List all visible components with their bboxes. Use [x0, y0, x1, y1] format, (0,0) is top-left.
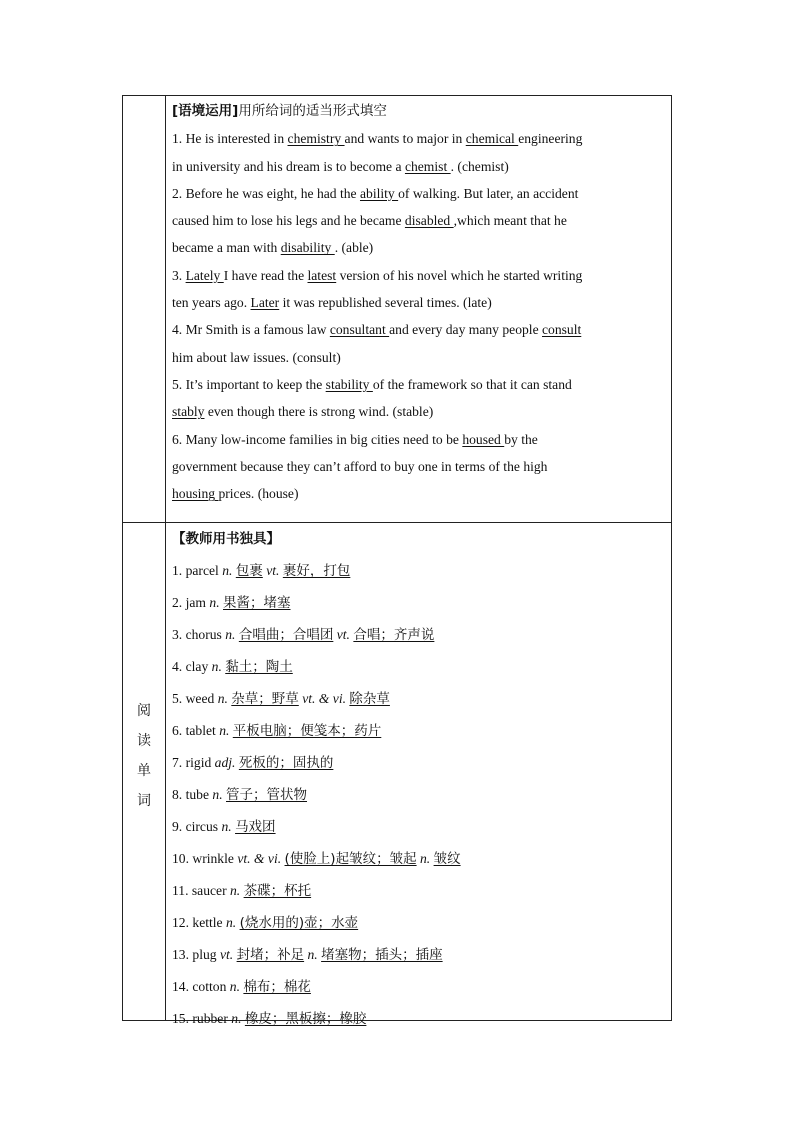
exercise-line [172, 180, 665, 207]
context-exercise-cell [172, 98, 665, 507]
side-label-char: 阅 [137, 703, 151, 719]
vocabulary-entry [172, 939, 665, 971]
vocabulary-word: 7. rigid [172, 755, 215, 770]
answer-blank: housed [462, 431, 505, 447]
definition: 合唱；齐声说 [353, 627, 435, 643]
vocabulary-word: 2. jam [172, 595, 210, 610]
answer-blank: consultant [329, 322, 390, 338]
exercise-heading-bracket: [语境运用] [172, 103, 239, 119]
exercise-text: became a man with [172, 240, 281, 256]
part-of-speech: n. [231, 1011, 242, 1026]
answer-blank: chemist [404, 158, 451, 174]
exercise-text: caused him to lose his legs and he became [172, 213, 405, 229]
definition: (烧水用的)壶；水壶 [239, 915, 359, 931]
exercise-text: in university and his dream is to become a [172, 158, 405, 174]
definition: 黏土；陶土 [225, 659, 293, 675]
answer-blank: disability [280, 240, 335, 256]
definition: 杂草；野草 [231, 691, 299, 707]
exercise-heading [172, 98, 665, 125]
answer-blank: disabled [404, 213, 454, 229]
vocabulary-entry [172, 907, 665, 939]
part-of-speech: n. [221, 819, 232, 834]
vocabulary-entry [172, 683, 665, 715]
part-of-speech: n. [209, 595, 220, 610]
vocabulary-entry [172, 619, 665, 651]
definition: 茶碟；杯托 [243, 883, 312, 899]
exercise-text: of the framework so that it can stand [372, 376, 572, 392]
part-of-speech: n. [222, 563, 233, 578]
vocabulary-word: 15. rubber [172, 1011, 232, 1026]
answer-blank: Lately [185, 267, 224, 283]
vocabulary-list [172, 555, 665, 1035]
vocabulary-word: 11. saucer [172, 883, 230, 898]
answer-blank: chemistry [287, 131, 345, 147]
exercise-text: and every day many people [389, 322, 542, 338]
vocabulary-word: 13. plug [172, 947, 220, 962]
exercise-line [172, 262, 665, 289]
vocabulary-word: 10. wrinkle [172, 851, 238, 866]
definition: 除杂草 [349, 691, 390, 707]
side-label-char: 词 [137, 793, 151, 809]
part-of-speech: vt. & vi. [302, 691, 346, 706]
definition: 橡皮；黑板擦；橡胶 [244, 1011, 367, 1027]
exercise-text: version of his novel which he started writing [336, 267, 583, 283]
vocabulary-entry [172, 1003, 665, 1035]
vocabulary-word: 6. tablet [172, 723, 220, 738]
exercise-line [172, 453, 665, 480]
side-label-char: 读 [137, 733, 151, 749]
exercise-line [172, 344, 665, 371]
part-of-speech: n. [419, 851, 431, 866]
exercise-line [172, 234, 665, 261]
exercise-text: him about law issues. (consult) [172, 349, 341, 365]
column-divider [165, 96, 166, 1020]
definition: 平板电脑；便笺本；药片 [232, 723, 382, 739]
part-of-speech: n. [225, 627, 236, 642]
part-of-speech: n. [230, 883, 241, 898]
vocabulary-entry [172, 651, 665, 683]
definition: 果酱；堵塞 [223, 595, 291, 611]
vocabulary-entry [172, 715, 665, 747]
exercise-line [172, 371, 665, 398]
exercise-line [172, 316, 665, 343]
part-of-speech: n. [219, 723, 230, 738]
exercise-heading-text: 用所给词的适当形式填空 [238, 103, 387, 119]
answer-blank: housing [172, 486, 219, 502]
exercise-text: of walking. But later, an accident [398, 185, 579, 201]
vocabulary-entry [172, 843, 665, 875]
definition: 管子；管状物 [226, 787, 308, 803]
answer-blank: latest [307, 267, 337, 283]
answer-blank: stability [325, 376, 373, 392]
part-of-speech: vt. [336, 627, 350, 642]
answer-blank: ability [359, 185, 399, 201]
vocabulary-word: 8. tube [172, 787, 213, 802]
definition: 合唱曲；合唱团 [238, 627, 334, 643]
exercise-text: 5. It’s important to keep the [172, 376, 326, 392]
part-of-speech: n. [217, 691, 228, 706]
exercise-text: and wants to major in [344, 131, 466, 147]
definition: 封堵；补足 [236, 947, 305, 963]
answer-blank: consult [542, 322, 582, 338]
exercise-line [172, 426, 665, 453]
exercise-text: engineering [518, 131, 583, 147]
vocabulary-entry [172, 875, 665, 907]
answer-blank: Later [250, 295, 280, 311]
part-of-speech: n. [212, 787, 223, 802]
definition: 裹好，打包 [282, 563, 351, 579]
exercise-text: even though there is strong wind. (stable) [204, 404, 434, 420]
exercise-text: prices. (house) [218, 486, 299, 502]
definition: 马戏团 [235, 819, 276, 835]
exercise-list [172, 125, 665, 507]
exercise-text: . (able) [334, 240, 374, 256]
exercise-line [172, 125, 665, 152]
exercise-text: 6. Many low-income families in big cities need to be [172, 431, 463, 447]
exercise-text: 4. Mr Smith is a famous law [172, 322, 330, 338]
vocabulary-word: 9. circus [172, 819, 222, 834]
part-of-speech: vt. [266, 563, 280, 578]
exercise-text: . (chemist) [450, 158, 509, 174]
part-of-speech: n. [225, 915, 237, 930]
part-of-speech: vt. [219, 947, 234, 962]
vocabulary-word: 5. weed [172, 691, 218, 706]
vocabulary-word: 4. clay [172, 659, 212, 674]
vocabulary-word: 14. cotton [172, 979, 230, 994]
definition: 死板的；固执的 [238, 755, 334, 771]
row-divider [123, 522, 671, 523]
vocabulary-entry [172, 779, 665, 811]
definition: 皱纹 [433, 851, 461, 867]
exercise-line [172, 289, 665, 316]
exercise-text: ten years ago. [172, 295, 251, 311]
exercise-text: government because they can’t afford to buy one in terms of the high [172, 458, 548, 474]
vocabulary-entry [172, 587, 665, 619]
vocabulary-entry [172, 555, 665, 587]
vocabulary-entry [172, 971, 665, 1003]
vocabulary-entry [172, 811, 665, 843]
definition: 棉布；棉花 [243, 979, 311, 995]
vocabulary-entry [172, 747, 665, 779]
exercise-text: ,which meant that he [453, 213, 567, 229]
exercise-text: 3. [172, 267, 186, 283]
exercise-text: it was republished several times. (late) [279, 295, 492, 311]
vocabulary-heading: 【教师用书独具】 [172, 531, 280, 547]
exercise-line [172, 207, 665, 234]
exercise-text: 1. He is interested in [172, 131, 288, 147]
exercise-line [172, 480, 665, 507]
part-of-speech: n. [307, 947, 318, 962]
exercise-text: by the [504, 431, 538, 447]
vocabulary-word: 1. parcel [172, 563, 223, 578]
definition: (使脸上)起皱纹；皱起 [284, 851, 417, 867]
vocabulary-cell [172, 524, 665, 1035]
part-of-speech: n. [229, 979, 240, 994]
exercise-text: 2. Before he was eight, he had the [172, 185, 360, 201]
definition: 堵塞物；插头；插座 [321, 947, 443, 963]
exercise-line [172, 398, 665, 425]
part-of-speech: n. [211, 659, 222, 674]
exercise-text: I have read the [223, 267, 308, 283]
answer-blank: stably [172, 404, 205, 420]
part-of-speech: adj. [214, 755, 236, 770]
definition: 包裹 [235, 563, 263, 579]
part-of-speech: vt. & vi. [237, 851, 282, 866]
vocabulary-word: 3. chorus [172, 627, 226, 642]
side-label-reading-words [123, 696, 165, 816]
vocabulary-word: 12. kettle [172, 915, 226, 930]
exercise-line [172, 153, 665, 180]
answer-blank: chemical [465, 131, 519, 147]
side-label-char: 单 [137, 763, 151, 779]
worksheet-table [122, 95, 672, 1027]
